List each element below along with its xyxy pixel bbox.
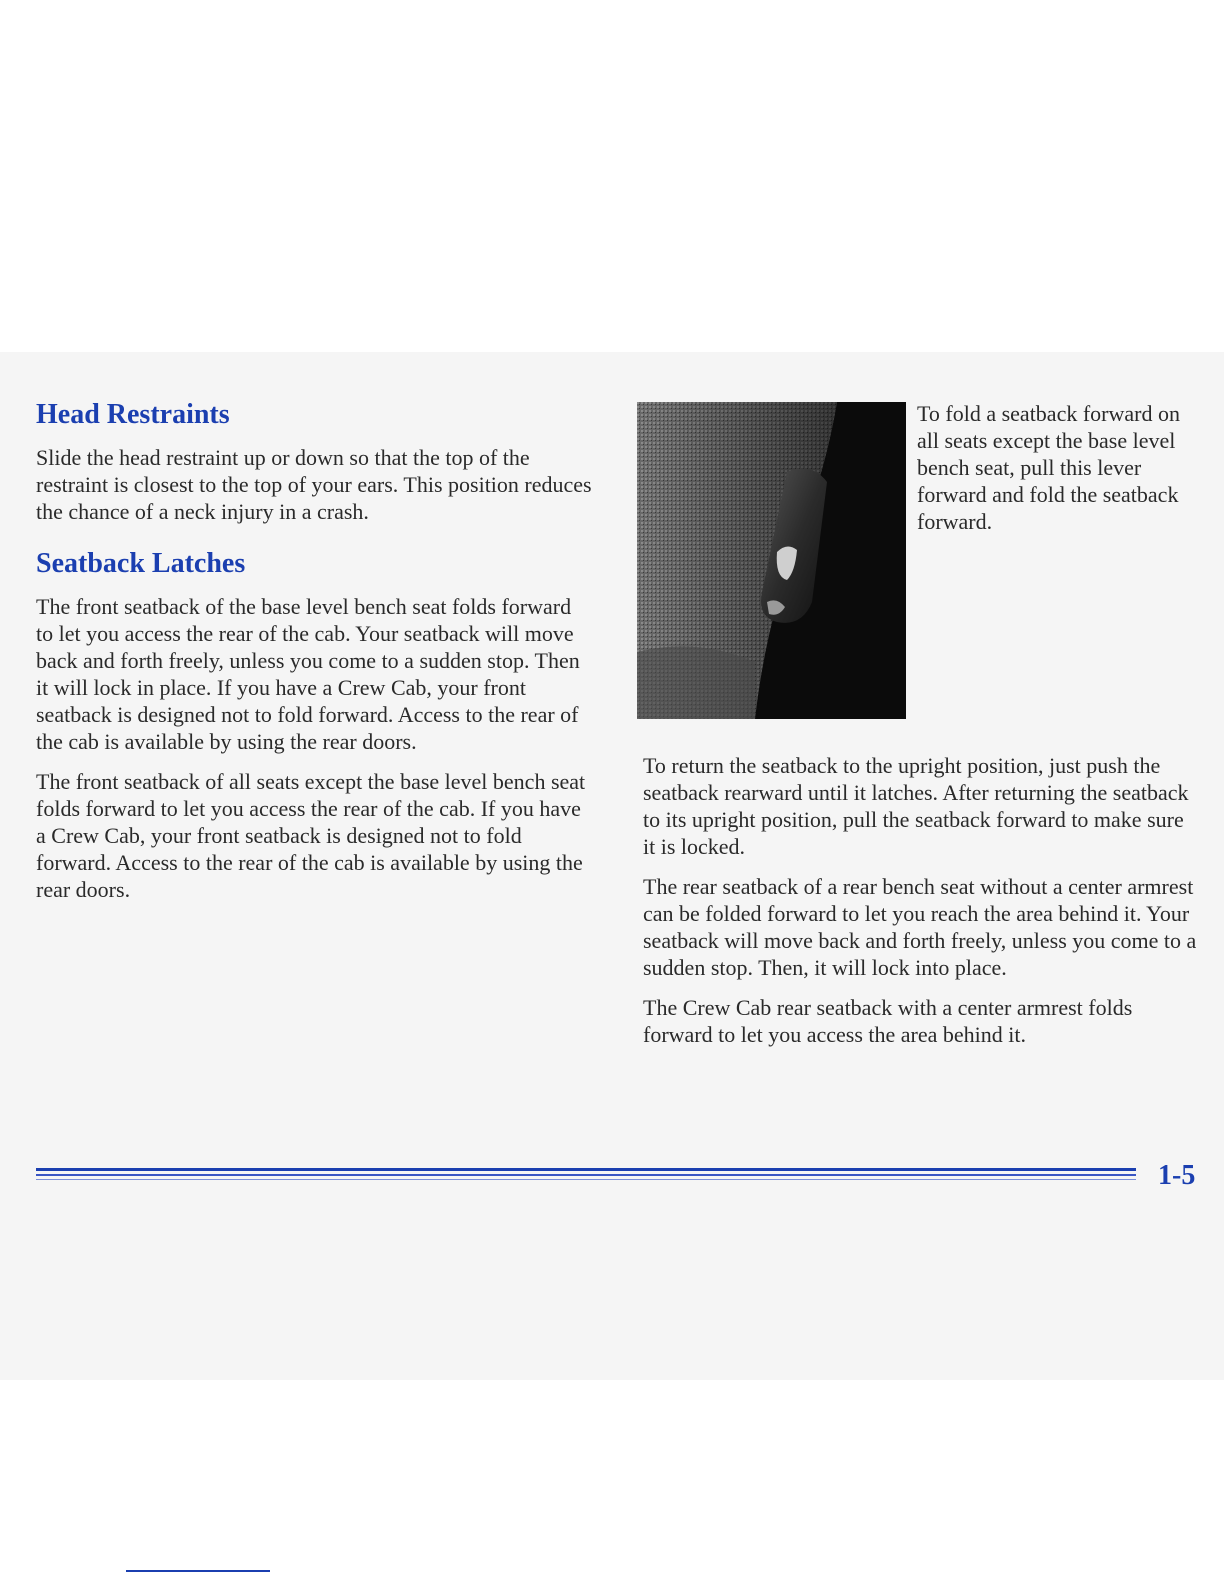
seatback-latches-paragraph-1: The front seatback of the base level bench seat folds forward to let you access the rear of the cab. Your seatback will move back and forth freely, unless you come to a sudden stop. Then it will lock in place. If you have a Crew Cab, your front seatback is designed not to fold forward. Access to the rear of the cab is available by using the rear doors. xyxy=(36,594,580,754)
seatback-lever-photo xyxy=(637,402,906,719)
seatback-lever-illustration xyxy=(637,402,906,719)
footer-rule-line-1 xyxy=(36,1168,1136,1171)
page-number: 1-5 xyxy=(1158,1160,1196,1191)
heading-seatback-latches: Seatback Latches xyxy=(36,548,246,579)
right-paragraph-2: The rear seatback of a rear bench seat without a center armrest can be folded forward to let you reach the area behind it. Your seatback will move back and forth freely, unless you come to a sudden stop. Then, it will lock into place. xyxy=(643,874,1197,980)
seatback-latches-paragraph-2: The front seatback of all seats except the base level bench seat folds forward to let you access the rear of the cab. If you have a Crew Cab, your front seatback is designed not to fold forward. Access to the rear of the cab is available by using the rear doors. xyxy=(36,769,586,902)
heading-head-restraints: Head Restraints xyxy=(36,399,230,430)
footer-rule-line-3 xyxy=(36,1179,1136,1180)
right-paragraph-3: The Crew Cab rear seatback with a center armrest folds forward to let you access the area behind it. xyxy=(643,995,1133,1047)
figure-caption: To fold a seatback forward on all seats except the base level bench seat, pull this lever forward and fold the seatback forward. xyxy=(917,401,1180,534)
right-paragraph-1: To return the seatback to the upright position, just push the seatback rearward until it latches. After returning the seatback to its upright position, pull the seatback forward to make sure it is locked. xyxy=(643,753,1189,859)
left-column xyxy=(36,398,592,916)
right-column xyxy=(643,752,1199,1061)
bottom-divider xyxy=(126,1570,270,1572)
footer-rule-line-2 xyxy=(36,1174,1136,1176)
footer-rule xyxy=(36,1168,1136,1188)
head-restraints-paragraph: Slide the head restraint up or down so that the top of the restraint is closest to the top of your ears. This position reduces the chance of a neck injury in a crash. xyxy=(36,445,592,524)
